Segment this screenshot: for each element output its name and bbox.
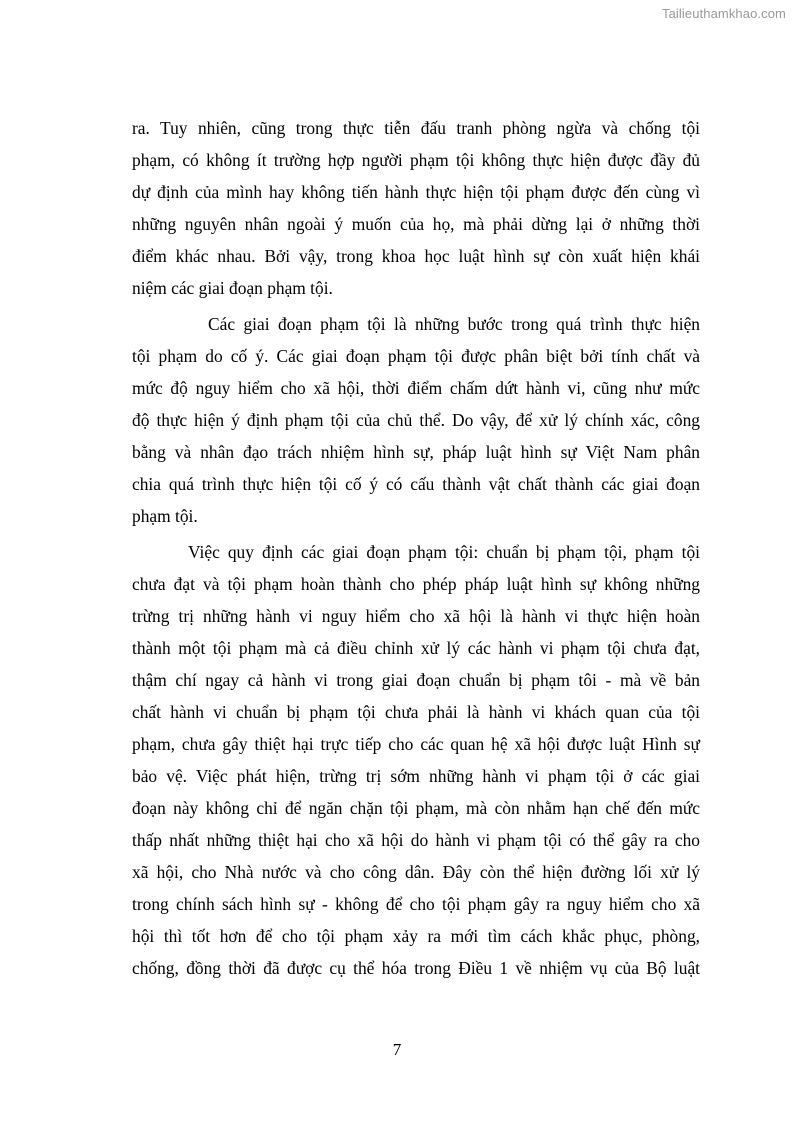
watermark-text: Tailieuthamkhao.com	[661, 6, 786, 21]
text-line: bằng và nhân đạo trách nhiệm hình sự, pháp luật hình sự Việt Nam phân	[132, 442, 700, 462]
text-line: ra. Tuy nhiên, cũng trong thực tiễn đấu tranh phòng ngừa và chống tội	[132, 118, 700, 138]
text-line: xã hội, cho Nhà nước và cho công dân. Đây còn thể hiện đường lối xử lý	[132, 862, 700, 882]
text-line: trong chính sách hình sự - không để cho tội phạm gây ra nguy hiểm cho xã	[132, 894, 700, 914]
text-line: thậm chí ngay cả hành vi trong giai đoạn chuẩn bị phạm tôi - mà về bản	[132, 670, 700, 690]
text-line: độ thực hiện ý định phạm tội của chủ thể. Do vậy, để xử lý chính xác, công	[132, 410, 700, 430]
text-line: chất hành vi chuẩn bị phạm tội chưa phải là hành vi khách quan của tội	[132, 702, 700, 722]
text-line: niệm các giai đoạn phạm tội.	[132, 278, 333, 298]
page-number: 7	[392, 1040, 402, 1059]
text-line: phạm, có không ít trường hợp người phạm tội không thực hiện được đầy đủ	[132, 150, 700, 170]
text-line: tội phạm do cố ý. Các giai đoạn phạm tội được phân biệt bởi tính chất và	[132, 346, 700, 366]
text-line: chưa đạt và tội phạm hoàn thành cho phép pháp luật hình sự không những	[132, 574, 700, 594]
paragraph-2	[132, 308, 700, 532]
text-line: dự định của mình hay không tiến hành thực hiện tội phạm được đến cùng vì	[132, 182, 700, 202]
text-line: Các giai đoạn phạm tội là những bước trong quá trình thực hiện	[208, 314, 700, 334]
text-line: những nguyên nhân ngoài ý muốn của họ, mà phải dừng lại ở những thời	[132, 214, 700, 234]
text-line: thấp nhất những thiệt hại cho xã hội do hành vi phạm tội có thể gây ra cho	[132, 830, 700, 850]
text-line: chia quá trình thực hiện tội cố ý có cấu thành vật chất thành các giai đoạn	[132, 474, 700, 494]
text-line: điểm khác nhau. Bởi vậy, trong khoa học luật hình sự còn xuất hiện khái	[132, 246, 700, 266]
text-line: mức độ nguy hiểm cho xã hội, thời điểm chấm dứt hành vi, cũng như mức	[132, 378, 700, 398]
document-body	[132, 112, 700, 984]
text-line: bảo vệ. Việc phát hiện, trừng trị sớm những hành vi phạm tội ở các giai	[132, 766, 700, 786]
text-line: đoạn này không chỉ để ngăn chặn tội phạm, mà còn nhằm hạn chế đến mức	[132, 798, 700, 818]
text-line: thành một tội phạm mà cả điều chỉnh xử lý các hành vi phạm tội chưa đạt,	[132, 638, 700, 658]
text-line: hội thì tốt hơn để cho tội phạm xảy ra mới tìm cách khắc phục, phòng,	[132, 926, 700, 946]
text-line: trừng trị những hành vi nguy hiểm cho xã hội là hành vi thực hiện hoàn	[132, 606, 700, 626]
paragraph-1	[132, 112, 700, 304]
text-line: Việc quy định các giai đoạn phạm tội: chuẩn bị phạm tội, phạm tội	[188, 542, 700, 562]
text-line: phạm, chưa gây thiệt hại trực tiếp cho các quan hệ xã hội được luật Hình sự	[132, 734, 700, 754]
text-line: phạm tội.	[132, 506, 198, 526]
text-line: chống, đồng thời đã được cụ thể hóa trong Điều 1 về nhiệm vụ của Bộ luật	[132, 958, 700, 978]
paragraph-3	[132, 536, 700, 984]
